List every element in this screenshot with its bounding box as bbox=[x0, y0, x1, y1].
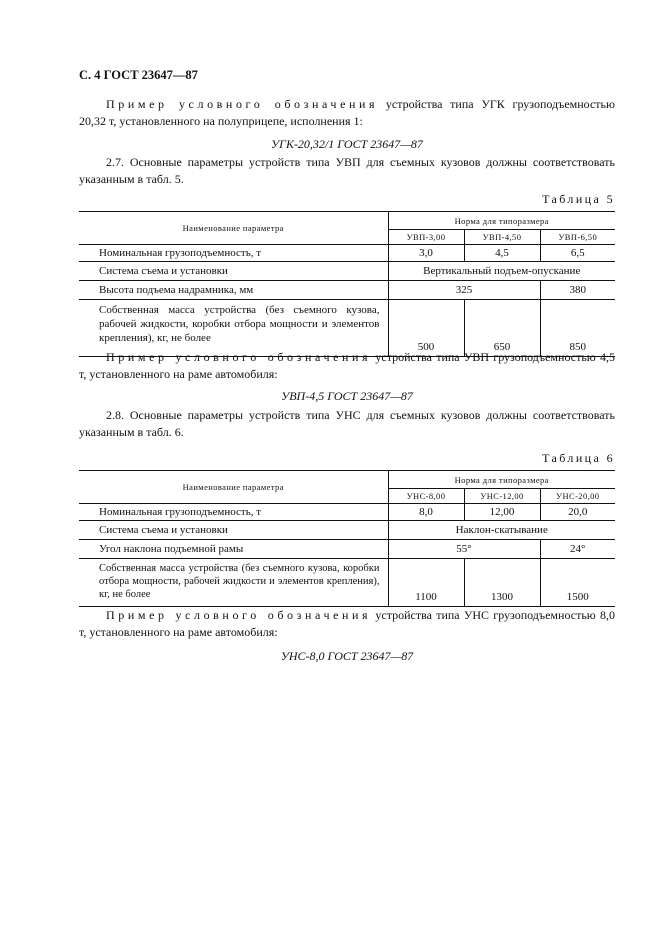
table6-caption: Таблица 6 bbox=[542, 451, 615, 465]
table6-cell: 20,0 bbox=[540, 504, 615, 521]
designation-uvp: УВП-4,5 ГОСТ 23647—87 bbox=[281, 389, 413, 403]
designation-uns: УНС-8,0 ГОСТ 23647—87 bbox=[280, 649, 414, 663]
table5-cell: 650 bbox=[464, 300, 540, 357]
table-row bbox=[79, 559, 615, 607]
table5-size-2: УВП-4,50 bbox=[464, 230, 540, 245]
table6-cell: 1100 bbox=[388, 559, 464, 607]
table5-cell: 500 bbox=[388, 300, 464, 357]
table5-row-system-label: Система съема и установки bbox=[79, 262, 388, 281]
section-2-8: 2.8. Основные параметры устройств типа УНС для съемных кузовов должны соответствовать указанным в табл. 6. bbox=[79, 408, 615, 439]
table-row bbox=[79, 521, 615, 540]
example-paragraph-uns bbox=[79, 607, 615, 641]
table5-cell: 380 bbox=[540, 281, 615, 300]
table6-col-param: Наименование параметра bbox=[79, 471, 388, 504]
table6-size-1: УНС-8,00 bbox=[388, 489, 464, 504]
table6-cell: Наклон-скатывание bbox=[388, 521, 615, 540]
table-row bbox=[79, 262, 615, 281]
table6-size-3: УНС-20,00 bbox=[540, 489, 615, 504]
example-lead: Пример условного обозначения bbox=[106, 97, 379, 111]
table6-row-system-label: Система съема и установки bbox=[79, 521, 388, 540]
example-text: устройства типа УНС грузоподъемностью 8,0 т, установленного на раме автомобиля: bbox=[79, 608, 616, 639]
table6-row-angle-label: Угол наклона подъемной рамы bbox=[79, 540, 388, 559]
table6 bbox=[79, 470, 615, 607]
table5-size-3: УВП-6,50 bbox=[540, 230, 615, 245]
table5-cell: Вертикальный подъем-опускание bbox=[388, 262, 615, 281]
page-header: С. 4 ГОСТ 23647—87 bbox=[79, 68, 198, 82]
example-text: устройства типа УВП грузоподъемностью 4,5 т, установленного на раме автомобиля: bbox=[79, 350, 616, 381]
table5 bbox=[79, 211, 615, 357]
table5-row-mass-label: Собственная масса устройства (без съемного кузова, рабочей жидкости, коробки отбора мощности и элементов крепления), кг, не более bbox=[79, 300, 388, 357]
table-row bbox=[79, 300, 615, 357]
table-row bbox=[79, 245, 615, 262]
section-2-7: 2.7. Основные параметры устройств типа УВП для съемных кузовов должны соответствовать указанным в табл. 5. bbox=[79, 155, 615, 186]
table6-cell: 8,0 bbox=[388, 504, 464, 521]
table6-cell: 12,00 bbox=[464, 504, 540, 521]
designation-ugk: УГК-20,32/1 ГОСТ 23647—87 bbox=[271, 137, 423, 151]
table5-col-norm: Норма для типоразмера bbox=[388, 212, 615, 230]
example-paragraph-uvp bbox=[79, 349, 615, 383]
table5-cell: 325 bbox=[388, 281, 540, 300]
table5-col-param: Наименование параметра bbox=[79, 212, 388, 245]
example-paragraph-ugk bbox=[79, 96, 615, 130]
table-row bbox=[79, 281, 615, 300]
table5-size-1: УВП-3,00 bbox=[388, 230, 464, 245]
table-row bbox=[79, 540, 615, 559]
table5-cell: 4,5 bbox=[464, 245, 540, 262]
example-lead: Пример условного обозначения bbox=[106, 608, 372, 622]
table6-row-mass-label: Собственная масса устройства (без съемного кузова, коробки отбора мощности, рабочей жидкости и элементов крепления), кг, не более bbox=[79, 559, 388, 607]
example-text: устройства типа УГК грузоподъемностью 20,32 т, установленного на полуприцепе, исполнения 1: bbox=[79, 97, 615, 128]
table5-caption: Таблица 5 bbox=[542, 192, 615, 206]
table-row bbox=[79, 504, 615, 521]
table5-cell: 850 bbox=[540, 300, 615, 357]
table5-row-height-label: Высота подъема надрамника, мм bbox=[79, 281, 388, 300]
table5-cell: 3,0 bbox=[388, 245, 464, 262]
table5-row-capacity-label: Номинальная грузоподъемность, т bbox=[79, 245, 388, 262]
table6-cell: 24° bbox=[540, 540, 615, 559]
table6-cell: 55° bbox=[388, 540, 540, 559]
table6-col-norm: Норма для типоразмера bbox=[388, 471, 615, 489]
table6-cell: 1500 bbox=[540, 559, 615, 607]
table6-row-capacity-label: Номинальная грузоподъемность, т bbox=[79, 504, 388, 521]
example-lead: Пример условного обозначения bbox=[106, 350, 372, 364]
table6-size-2: УНС-12,00 bbox=[464, 489, 540, 504]
table5-cell: 6,5 bbox=[540, 245, 615, 262]
table6-cell: 1300 bbox=[464, 559, 540, 607]
